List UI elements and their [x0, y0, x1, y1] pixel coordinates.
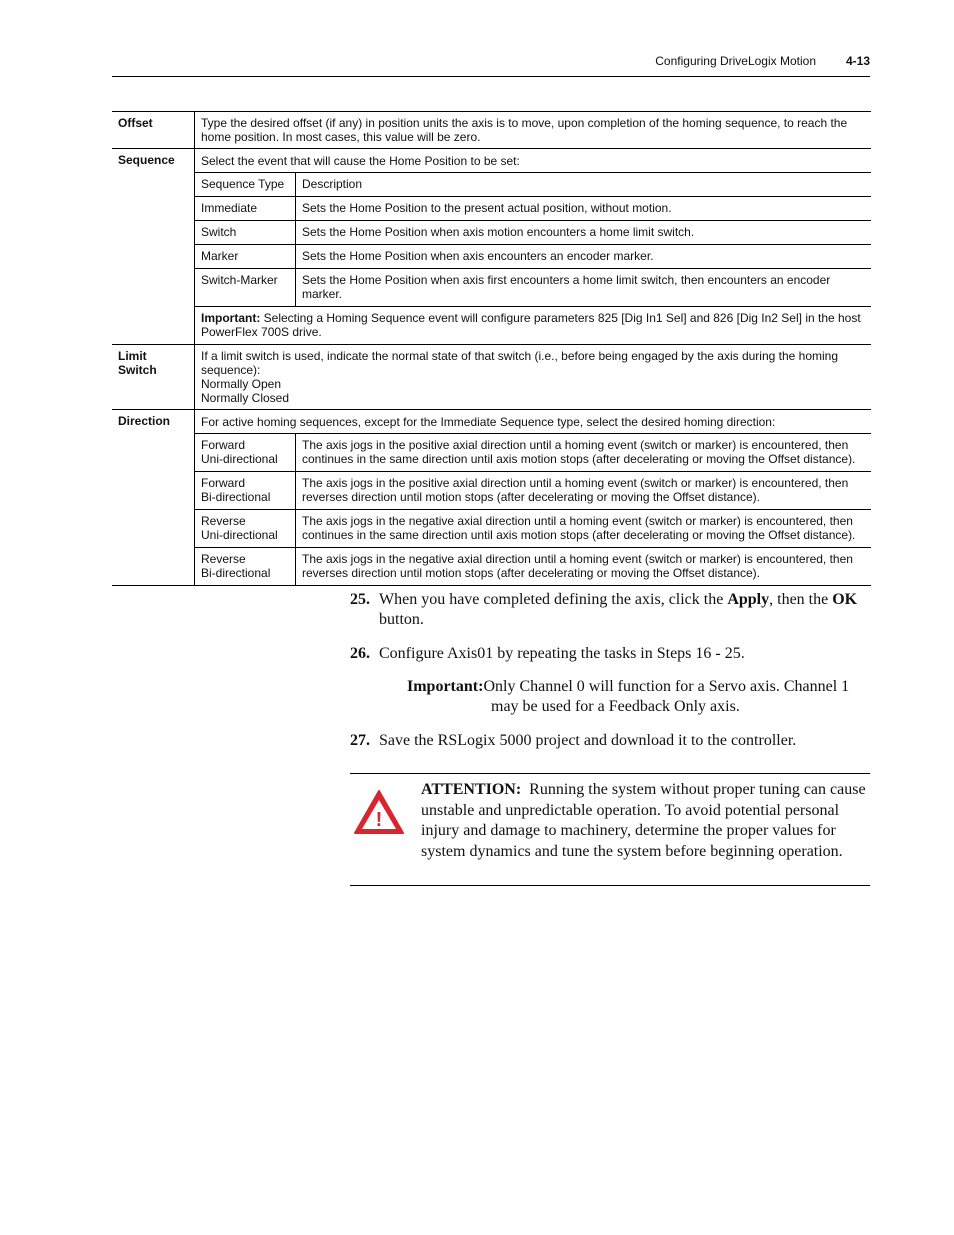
step-25 — [350, 590, 870, 630]
param-name-sequence: Sequence — [112, 149, 195, 345]
param-name-offset: Offset — [112, 112, 195, 149]
direction-lead-row — [195, 410, 871, 434]
direction-type — [195, 434, 296, 472]
step-text: When you have completed defining the axis, click the — [379, 591, 728, 608]
direction-type-line: Reverse — [201, 514, 246, 528]
sequence-note-row — [195, 307, 871, 345]
table-row-sequence — [112, 149, 871, 345]
step-text: , then the — [769, 591, 833, 608]
attention-label: ATTENTION: — [421, 781, 522, 798]
sequence-type: Immediate — [195, 197, 296, 221]
sequence-subtable — [195, 149, 871, 344]
sequence-header-row — [195, 173, 871, 197]
step-text: button. — [379, 611, 424, 628]
direction-type — [195, 548, 296, 586]
sequence-row — [195, 197, 871, 221]
direction-lead: For active homing sequences, except for the Immediate Sequence type, select the desired homing direction: — [201, 415, 776, 429]
param-name-line: Limit — [118, 349, 147, 363]
warning-triangle-icon — [352, 788, 406, 836]
running-header — [112, 52, 870, 77]
warning-mark: ! — [375, 809, 383, 831]
sequence-desc: Sets the Home Position when axis first encounters a home limit switch, then encounters an encoder marker. — [302, 273, 831, 301]
attention-box — [350, 773, 870, 886]
step-number: 25. — [350, 591, 370, 608]
param-name-direction: Direction — [112, 410, 195, 586]
direction-row — [195, 434, 871, 472]
homing-parameter-table — [112, 111, 871, 586]
step-text: Configure Axis01 by repeating the tasks in Steps 16 - 25. — [379, 645, 745, 662]
sequence-note-label: Important: — [201, 311, 261, 325]
important-label: Important: — [407, 678, 484, 695]
sequence-col-type-header: Sequence Type — [195, 173, 296, 197]
sequence-desc: Sets the Home Position when axis encounters an encoder marker. — [302, 249, 654, 263]
apply-button-ref: Apply — [727, 591, 770, 608]
limit-switch-option: Normally Closed — [201, 391, 290, 405]
direction-desc: The axis jogs in the negative axial direction until a homing event (switch or marker) is encountered, then continues in the same direction until axis motion stops (after decelerating or moving the Offset distance). — [302, 514, 856, 542]
direction-type-line: Uni-directional — [201, 452, 278, 466]
sequence-desc: Sets the Home Position when axis motion encounters a home limit switch. — [302, 225, 695, 239]
important-note — [379, 677, 870, 717]
attention-body: Running the system without proper tuning can cause unstable and unpredictable operation. To avoid potential personal injury and damage to machinery, determine the proper values for system dynamics and tune the system before beginning operation. — [421, 781, 870, 860]
limit-switch-desc: If a limit switch is used, indicate the normal state of that switch (i.e., before being engaged by the axis during the homing sequence): — [201, 349, 839, 377]
direction-desc: The axis jogs in the negative axial direction until a homing event (switch or marker) is encountered, then reverses direction until motion stops (after decelerating or moving the Offset distance). — [302, 552, 853, 580]
step-number: 26. — [350, 645, 370, 662]
direction-row — [195, 548, 871, 586]
direction-row — [195, 510, 871, 548]
sequence-lead: Select the event that will cause the Home Position to be set: — [201, 154, 520, 168]
table-row-limit-switch — [112, 345, 871, 410]
direction-type — [195, 472, 296, 510]
direction-type-line: Bi-directional — [201, 566, 271, 580]
direction-row — [195, 472, 871, 510]
sequence-lead-row — [195, 149, 871, 173]
sequence-type: Switch-Marker — [195, 269, 296, 307]
sequence-note — [195, 307, 871, 345]
sequence-note-text: Selecting a Homing Sequence event will configure parameters 825 [Dig In1 Sel] and 826 [Dig In2 Sel] in the host PowerFlex 700S drive. — [201, 311, 861, 339]
step-number: 27. — [350, 732, 370, 749]
sequence-row — [195, 245, 871, 269]
direction-desc: The axis jogs in the positive axial direction until a homing event (switch or marker) is encountered, then continues in the same direction until axis motion stops (after decelerating or moving the Offset distance). — [302, 438, 856, 466]
step-26 — [350, 644, 870, 664]
direction-type-line: Forward — [201, 438, 246, 452]
direction-type — [195, 510, 296, 548]
param-name-line: Switch — [118, 363, 157, 377]
sequence-row — [195, 269, 871, 307]
direction-type-line: Bi-directional — [201, 490, 271, 504]
param-body-sequence — [195, 149, 872, 345]
table-row-direction — [112, 410, 871, 586]
attention-text — [421, 780, 870, 862]
direction-desc: The axis jogs in the positive axial direction until a homing event (switch or marker) is encountered, then reverses direction until motion stops (after decelerating or moving the Offset distance). — [302, 476, 849, 504]
param-name-limit-switch — [112, 345, 195, 410]
limit-switch-option: Normally Open — [201, 377, 282, 391]
step-27 — [350, 731, 870, 751]
direction-type-line: Forward — [201, 476, 246, 490]
sequence-row — [195, 221, 871, 245]
sequence-type: Marker — [195, 245, 296, 269]
param-desc-offset: Type the desired offset (if any) in position units the axis is to move, upon completion of the homing sequence, to reach the home position. In most cases, this value will be zero. — [201, 116, 848, 144]
procedure-steps — [350, 590, 870, 765]
sequence-type: Switch — [195, 221, 296, 245]
step-text: Save the RSLogix 5000 project and download it to the controller. — [379, 732, 797, 749]
sequence-desc: Sets the Home Position to the present actual position, without motion. — [302, 201, 672, 215]
table-row-offset — [112, 112, 871, 149]
direction-subtable — [195, 410, 871, 585]
direction-type-line: Reverse — [201, 552, 246, 566]
sequence-col-desc-header: Description — [302, 177, 363, 191]
param-body-direction — [195, 410, 872, 586]
param-desc-limit-switch — [195, 345, 872, 410]
important-text: Only Channel 0 will function for a Servo axis. Channel 1 may be used for a Feedback Only axis. — [483, 678, 850, 715]
direction-type-line: Uni-directional — [201, 528, 278, 542]
chapter-title: Configuring DriveLogix Motion — [655, 54, 816, 68]
ok-button-ref: OK — [832, 591, 858, 608]
page-number: 4-13 — [845, 54, 870, 68]
